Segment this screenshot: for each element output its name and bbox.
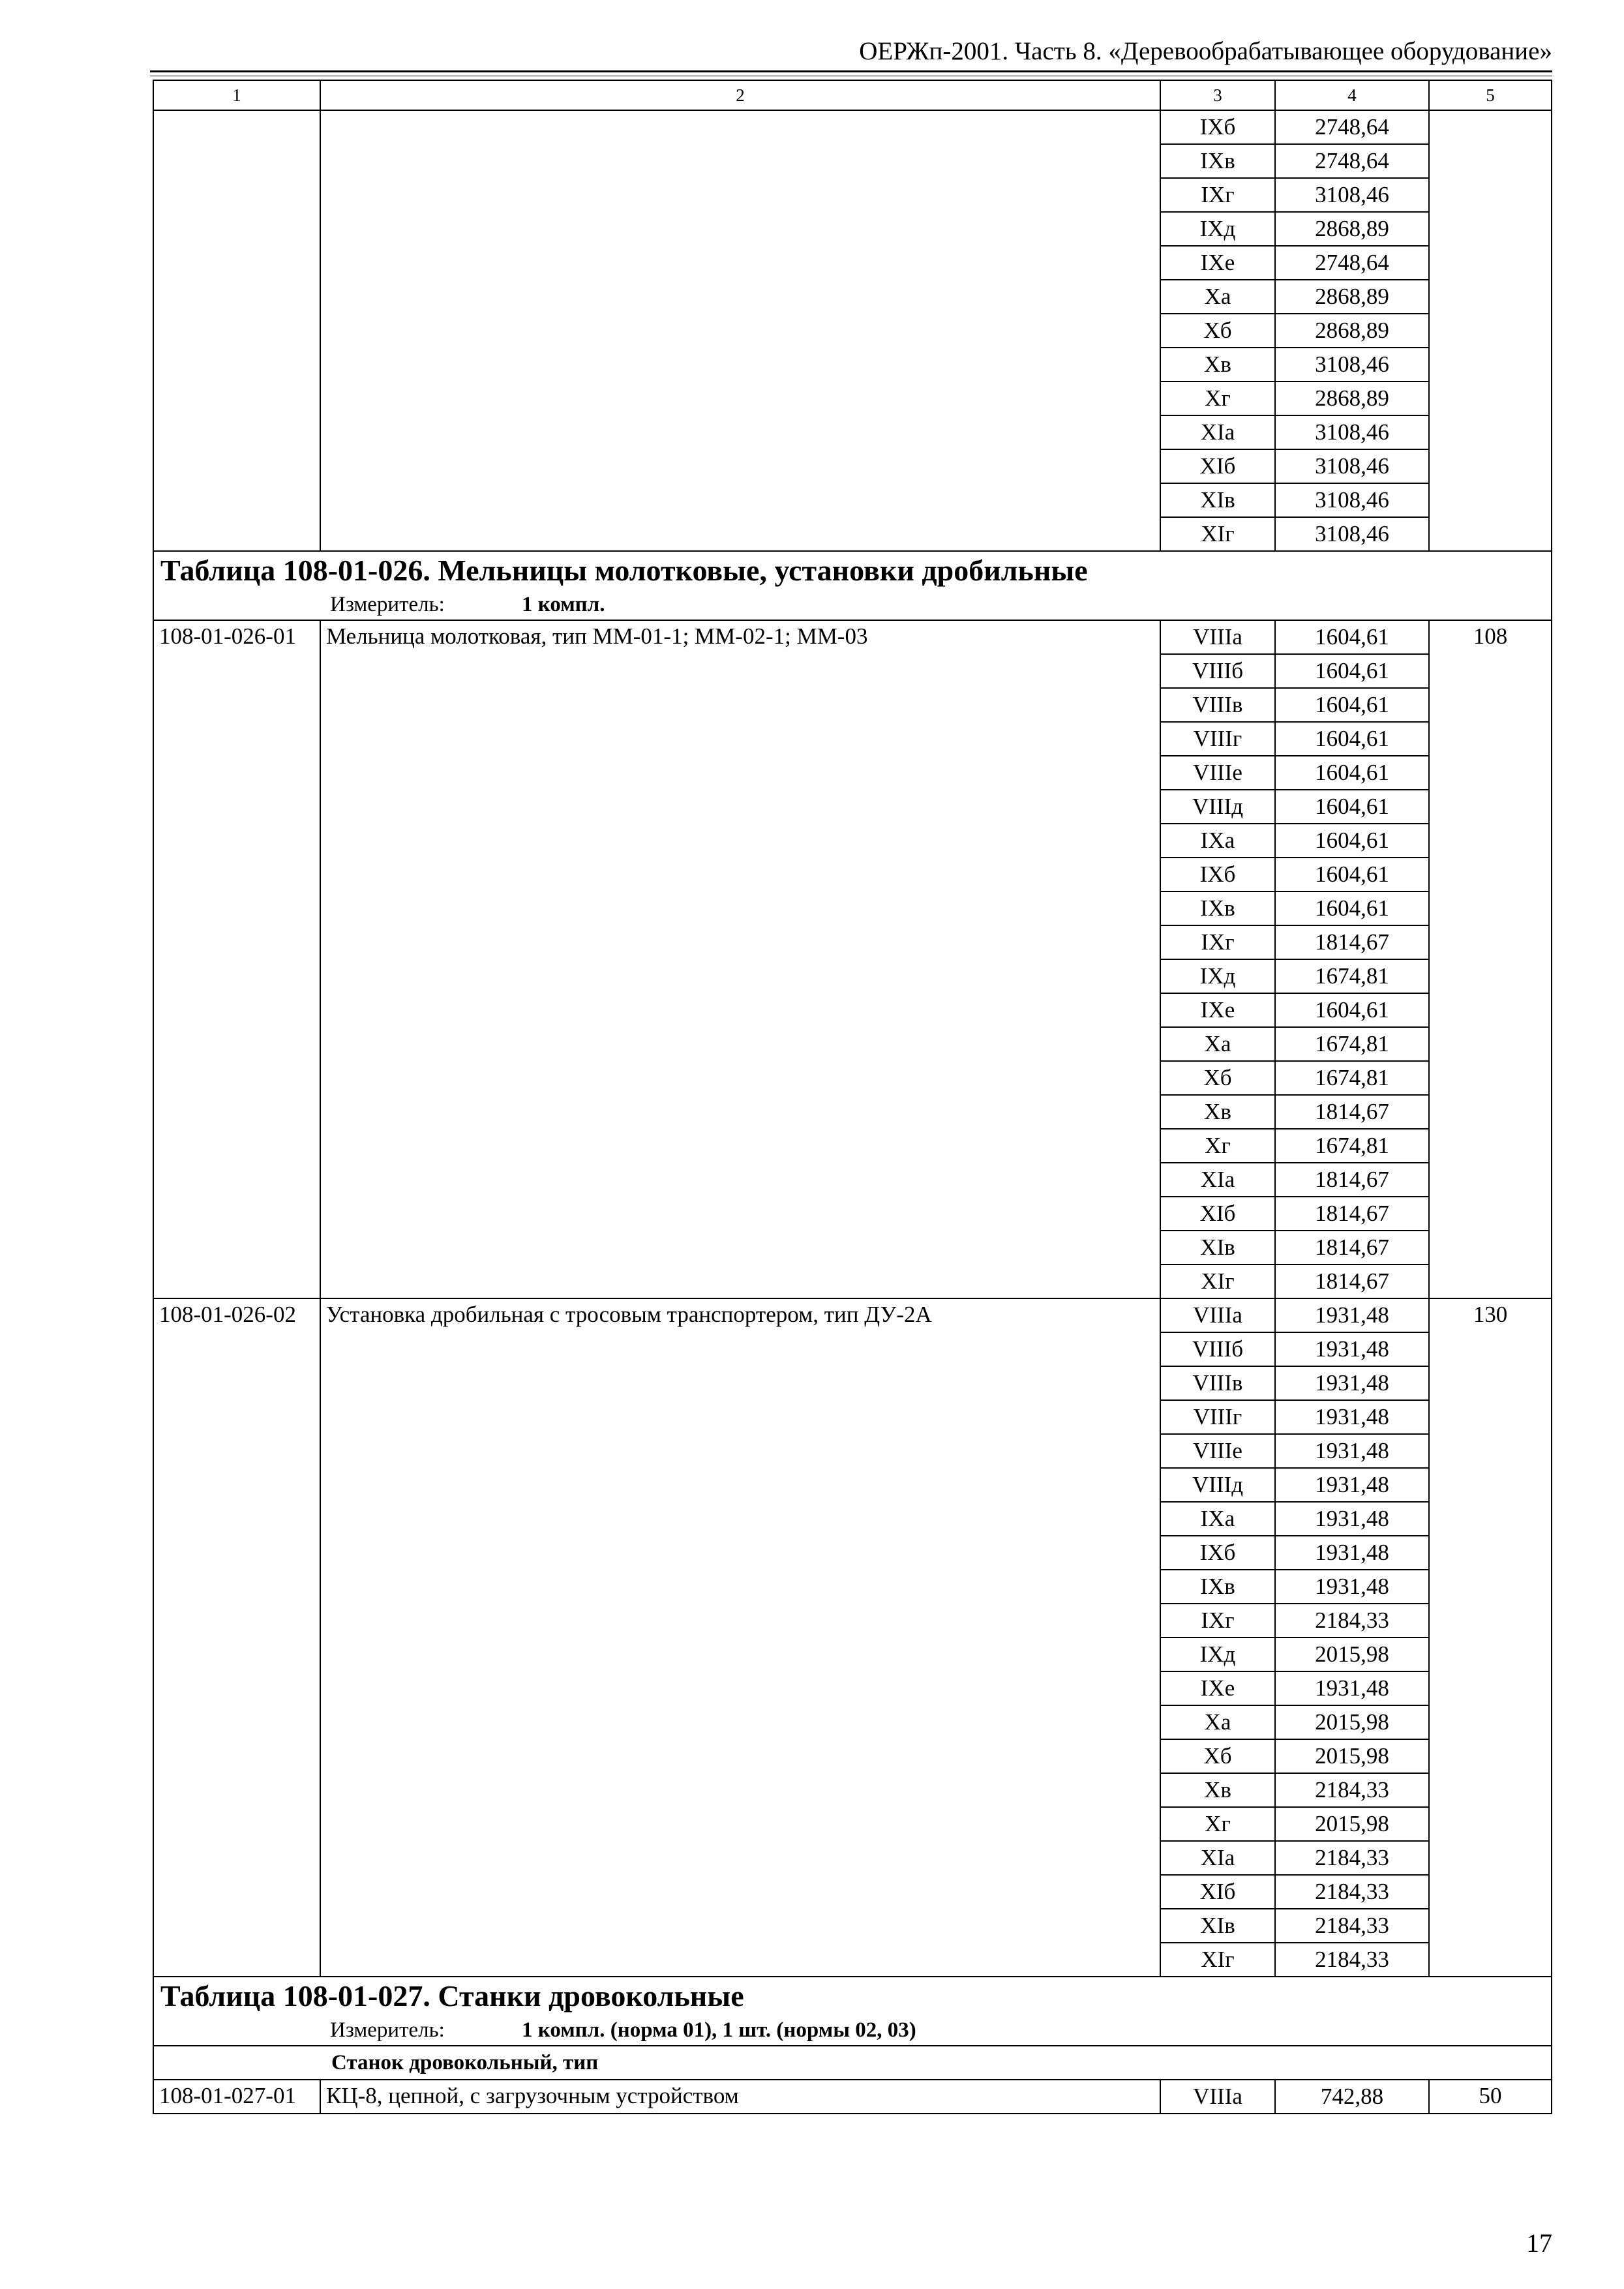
meter-row — [153, 2015, 1552, 2046]
cell-price: 1674,81 — [1275, 959, 1429, 993]
cell-zone: IXе — [1160, 993, 1275, 1027]
cell-price: 2184,33 — [1275, 1841, 1429, 1875]
meter-row — [153, 590, 1552, 620]
cell-price: 2184,33 — [1275, 1875, 1429, 1909]
cell-zone: IXа — [1160, 1502, 1275, 1536]
cell-zone: XIг — [1160, 1264, 1275, 1298]
cell-zone: VIIIг — [1160, 1400, 1275, 1434]
cell-price: 1931,48 — [1275, 1502, 1429, 1536]
cell-price: 2748,64 — [1275, 144, 1429, 178]
table-row — [153, 1298, 1552, 1332]
cell-zone: XIб — [1160, 1875, 1275, 1909]
cell-price: 2015,98 — [1275, 1739, 1429, 1773]
meter-value: 1 компл. (норма 01), 1 шт. (нормы 02, 03) — [522, 2018, 916, 2042]
cell-price: 1604,61 — [1275, 891, 1429, 925]
cell-price: 1814,67 — [1275, 1095, 1429, 1129]
cell-extra: 50 — [1429, 2080, 1552, 2114]
cell-price: 2015,98 — [1275, 1638, 1429, 1671]
cell-name: Установка дробильная с тросовым транспортером, тип ДУ-2А — [320, 1298, 1160, 1977]
cell-zone: XIв — [1160, 483, 1275, 517]
cell-zone: Xг — [1160, 382, 1275, 415]
cell-price: 1814,67 — [1275, 1264, 1429, 1298]
cell-price: 1674,81 — [1275, 1027, 1429, 1061]
cell-price: 1604,61 — [1275, 824, 1429, 858]
cell-price: 1604,61 — [1275, 858, 1429, 891]
cell-price: 2748,64 — [1275, 246, 1429, 280]
cell-zone: IXв — [1160, 144, 1275, 178]
cell-name — [320, 110, 1160, 551]
meter-cell — [153, 590, 1552, 620]
cell-price: 1604,61 — [1275, 654, 1429, 688]
cell-zone: IXв — [1160, 1570, 1275, 1604]
cell-zone: VIIIе — [1160, 1434, 1275, 1468]
meter-value: 1 компл. — [522, 593, 605, 616]
cell-price: 1814,67 — [1275, 1197, 1429, 1231]
cell-price: 1931,48 — [1275, 1468, 1429, 1502]
cell-price: 1814,67 — [1275, 1231, 1429, 1264]
cell-zone: IXа — [1160, 824, 1275, 858]
table-title-row — [153, 551, 1552, 590]
cell-zone: VIIIг — [1160, 722, 1275, 756]
cell-zone: XIг — [1160, 1943, 1275, 1977]
cell-zone: IXб — [1160, 110, 1275, 144]
cell-price: 3108,46 — [1275, 415, 1429, 449]
meter-label: Измеритель: — [330, 2018, 445, 2042]
column-number: 4 — [1275, 80, 1429, 110]
cell-price: 2868,89 — [1275, 212, 1429, 246]
cell-price: 1604,61 — [1275, 722, 1429, 756]
cell-zone: VIIIе — [1160, 756, 1275, 790]
cell-price: 2184,33 — [1275, 1909, 1429, 1943]
cell-code — [153, 110, 320, 551]
cell-code: 108-01-026-01 — [153, 620, 320, 1298]
cell-price: 1604,61 — [1275, 756, 1429, 790]
cell-price: 2015,98 — [1275, 1807, 1429, 1841]
cell-price: 1604,61 — [1275, 790, 1429, 824]
cell-price: 1604,61 — [1275, 688, 1429, 722]
cell-zone: IXе — [1160, 1671, 1275, 1705]
cell-extra: 130 — [1429, 1298, 1552, 1977]
cell-zone: Xа — [1160, 1705, 1275, 1739]
cell-zone: Xа — [1160, 1027, 1275, 1061]
cell-price: 1931,48 — [1275, 1298, 1429, 1332]
cell-price: 2868,89 — [1275, 382, 1429, 415]
cell-zone: XIг — [1160, 517, 1275, 551]
table-title: Таблица 108-01-027. Станки дровокольные — [153, 1977, 1552, 2015]
cell-zone: Xб — [1160, 1739, 1275, 1773]
cell-zone: VIIIа — [1160, 2080, 1275, 2114]
cell-price: 2748,64 — [1275, 110, 1429, 144]
cell-zone: IXд — [1160, 1638, 1275, 1671]
cell-zone: IXд — [1160, 959, 1275, 993]
column-number: 5 — [1429, 80, 1552, 110]
cell-zone: IXг — [1160, 1604, 1275, 1638]
cell-price: 2184,33 — [1275, 1773, 1429, 1807]
cell-zone: XIа — [1160, 415, 1275, 449]
cell-price: 742,88 — [1275, 2080, 1429, 2114]
cell-code: 108-01-027-01 — [153, 2080, 320, 2114]
cell-price: 1931,48 — [1275, 1332, 1429, 1366]
cell-zone: IXе — [1160, 246, 1275, 280]
table-row — [153, 2080, 1552, 2114]
cell-zone: VIIIв — [1160, 688, 1275, 722]
cell-zone: IXв — [1160, 891, 1275, 925]
cell-price: 1604,61 — [1275, 620, 1429, 654]
cell-zone: VIIIа — [1160, 620, 1275, 654]
cell-extra — [1429, 110, 1552, 551]
cell-zone: Xг — [1160, 1807, 1275, 1841]
cell-zone: VIIIв — [1160, 1366, 1275, 1400]
cell-zone: VIIIб — [1160, 654, 1275, 688]
cell-price: 2868,89 — [1275, 280, 1429, 314]
rates-table — [153, 80, 1552, 2114]
subheader: Станок дровокольный, тип — [153, 2046, 1552, 2080]
cell-zone: VIIIд — [1160, 1468, 1275, 1502]
cell-name: КЦ-8, цепной, с загрузочным устройством — [320, 2080, 1160, 2114]
column-number: 2 — [320, 80, 1160, 110]
cell-zone: XIб — [1160, 449, 1275, 483]
meter-cell — [153, 2015, 1552, 2046]
table-title: Таблица 108-01-026. Мельницы молотковые, установки дробильные — [153, 551, 1552, 590]
cell-zone: Xа — [1160, 280, 1275, 314]
cell-zone: XIа — [1160, 1841, 1275, 1875]
cell-zone: IXг — [1160, 178, 1275, 212]
cell-price: 3108,46 — [1275, 483, 1429, 517]
cell-zone: Xв — [1160, 1773, 1275, 1807]
cell-code: 108-01-026-02 — [153, 1298, 320, 1977]
cell-name: Мельница молотковая, тип ММ-01-1; ММ-02-1; ММ-03 — [320, 620, 1160, 1298]
column-number: 1 — [153, 80, 320, 110]
cell-price: 2184,33 — [1275, 1943, 1429, 1977]
cell-price: 1674,81 — [1275, 1061, 1429, 1095]
column-number-row — [153, 80, 1552, 110]
cell-zone: IXг — [1160, 925, 1275, 959]
cell-price: 1814,67 — [1275, 1163, 1429, 1197]
cell-zone: Xв — [1160, 348, 1275, 382]
table-title-row — [153, 1977, 1552, 2015]
cell-zone: Xг — [1160, 1129, 1275, 1163]
cell-price: 1604,61 — [1275, 993, 1429, 1027]
page-number: 17 — [1526, 2228, 1552, 2258]
cell-price: 1674,81 — [1275, 1129, 1429, 1163]
cell-zone: IXб — [1160, 1536, 1275, 1570]
cell-price: 2184,33 — [1275, 1604, 1429, 1638]
cell-price: 3108,46 — [1275, 348, 1429, 382]
rates-table-body — [153, 80, 1552, 2114]
meter-label: Измеритель: — [330, 593, 445, 616]
cell-price: 2868,89 — [1275, 314, 1429, 348]
cell-price: 3108,46 — [1275, 517, 1429, 551]
cell-price: 1931,48 — [1275, 1671, 1429, 1705]
cell-zone: VIIIб — [1160, 1332, 1275, 1366]
cell-zone: IXб — [1160, 858, 1275, 891]
cell-price: 1814,67 — [1275, 925, 1429, 959]
cell-zone: XIа — [1160, 1163, 1275, 1197]
header-rule — [150, 70, 1552, 72]
cell-extra: 108 — [1429, 620, 1552, 1298]
cell-price: 1931,48 — [1275, 1536, 1429, 1570]
running-header: ОЕРЖп-2001. Часть 8. «Деревообрабатывающее оборудование» — [859, 37, 1552, 65]
cell-price: 1931,48 — [1275, 1366, 1429, 1400]
cell-price: 2015,98 — [1275, 1705, 1429, 1739]
cell-zone: XIв — [1160, 1909, 1275, 1943]
subheader-row — [153, 2046, 1552, 2080]
cell-price: 1931,48 — [1275, 1434, 1429, 1468]
cell-zone: IXд — [1160, 212, 1275, 246]
column-number: 3 — [1160, 80, 1275, 110]
cell-zone: Xб — [1160, 314, 1275, 348]
cell-zone: VIIIа — [1160, 1298, 1275, 1332]
cell-zone: XIв — [1160, 1231, 1275, 1264]
cell-price: 3108,46 — [1275, 449, 1429, 483]
cell-zone: VIIIд — [1160, 790, 1275, 824]
cell-zone: XIб — [1160, 1197, 1275, 1231]
cell-zone: Xб — [1160, 1061, 1275, 1095]
cell-price: 1931,48 — [1275, 1570, 1429, 1604]
table-row — [153, 620, 1552, 654]
cell-price: 3108,46 — [1275, 178, 1429, 212]
cell-zone: Xв — [1160, 1095, 1275, 1129]
table-row — [153, 110, 1552, 144]
cell-price: 1931,48 — [1275, 1400, 1429, 1434]
